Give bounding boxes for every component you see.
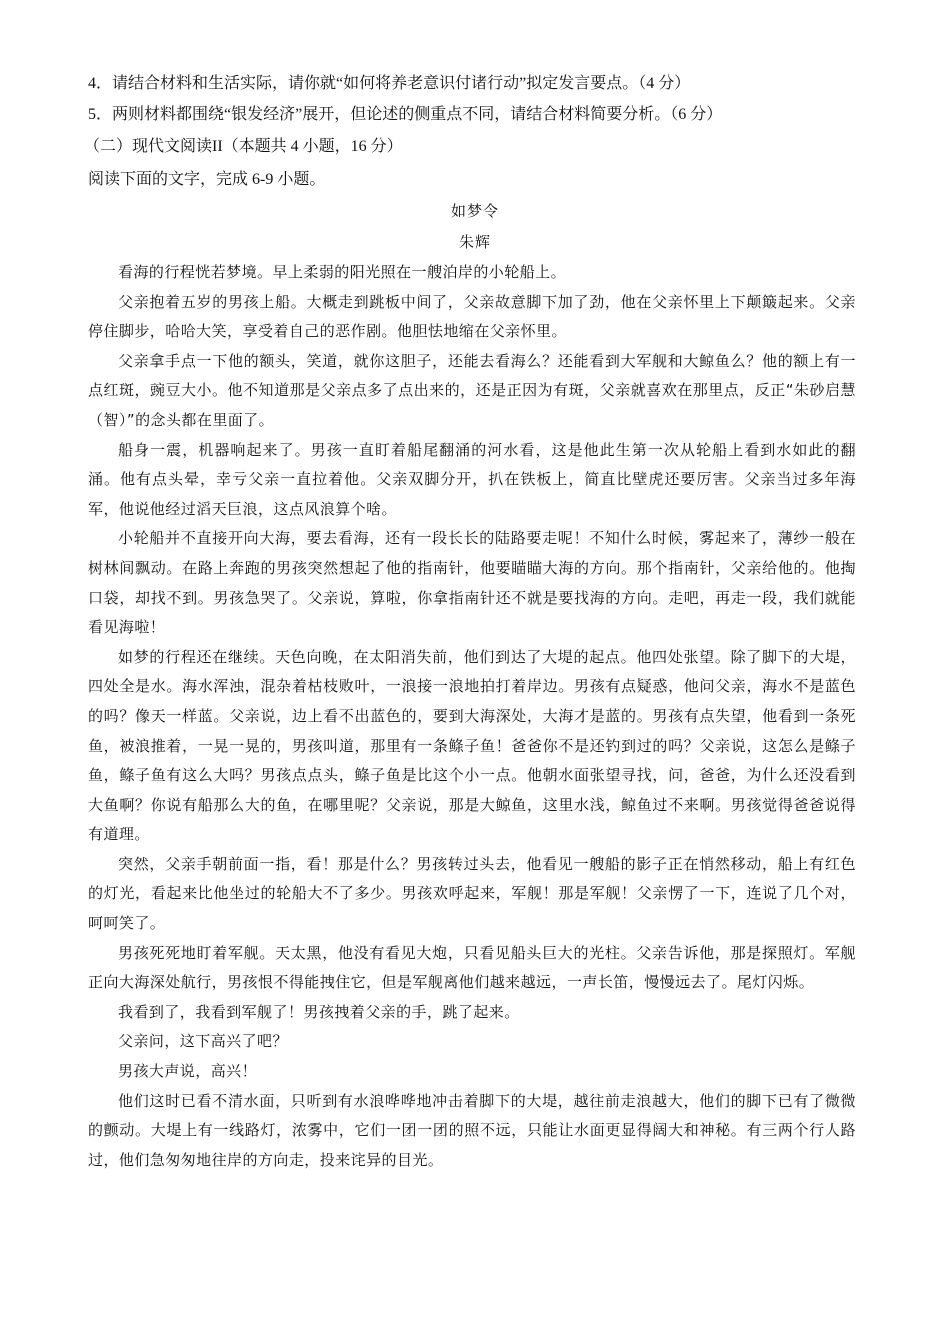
paragraph: 男孩大声说，高兴！: [118, 1062, 258, 1081]
paragraph: 他们这时已看不清水面，只听到有水浪哗哗地冲击着脚下的大堤，越往前走浪越大，他们的脚下已有了微微的颤动。大堤上有一线路灯，浓雾中，它们一团一团的照不远，只能让水面更显得阔大和神秘。有三两个行人路过，他们急匆匆地往岸的方向走，投来诧异的目光。: [88, 1091, 856, 1169]
paragraph: 父亲拿手点一下他的额头，笑道，就你这胆子，还能去看海么？还能看到大军舰和大鲸鱼么？他的额上有一点红斑，豌豆大小。他不知道那是父亲点多了点出来的，还是正因为有斑，父亲就喜欢在那里点，反正“朱砂启慧（智）”的念头都在里面了。: [88, 351, 856, 429]
question-4: 4．请结合材料和生活实际，请你就“如何将养老意识付诸行动”拟定发言要点。（4 分）: [88, 75, 691, 92]
paragraph: 小轮船并不直接开向大海，要去看海，还有一段长长的陆路要走呢！不知什么时候，雾起来了，薄纱一般在树林间飘动。在路上奔跑的男孩突然想起了他的指南针，他要瞄瞄大海的方向。那个指南针，父亲给他的。他掏口袋，却找不到。男孩急哭了。父亲说，算啦，你拿指南针还不就是要找海的方向。走吧，再走一段，我们就能看见海啦！: [88, 529, 856, 637]
paragraph: 父亲问，这下高兴了吧？: [118, 1032, 288, 1051]
article-title: 如梦令: [450, 202, 499, 220]
paragraph: 船身一震，机器响起来了。男孩一直盯着船尾翻涌的河水看，这是他此生第一次从轮船上看到水如此的翻涌。他有点头晕，幸亏父亲一直拉着他。父亲双脚分开，扒在铁板上，简直比壁虎还要厉害。父亲当过多年海军，他说他经过滔天巨浪，这点风浪算个啥。: [88, 440, 856, 518]
paragraph: 看海的行程恍若梦境。早上柔弱的阳光照在一艘泊岸的小轮船上。: [118, 263, 567, 281]
paragraph: 男孩死死地盯着军舰。天太黑，他没有看见大炮，只看见船头巨大的光柱。父亲告诉他，那是探照灯。军舰正向大海深处航行，男孩恨不得能拽住它，但是军舰离他们越来越远，一声长笛，慢慢远去了。尾灯闪烁。: [88, 943, 856, 992]
article-body: [88, 258, 856, 1218]
paragraph: 父亲抱着五岁的男孩上船。大概走到跳板中间了，父亲故意脚下加了劲，他在父亲怀里上下颠簸起来。父亲停住脚步，哈哈大笑，享受着自己的恶作剧。他胆怯地缩在父亲怀里。: [88, 292, 856, 341]
paragraph: 我看到了，我看到军舰了！男孩拽着父亲的手，跳了起来。: [118, 1002, 520, 1021]
paragraph: 突然，父亲手朝前面一指，看！那是什么？男孩转过头去，他看见一艘船的影子正在悄然移动，船上有红色的灯光，看起来比他坐过的轮船大不了多少。男孩欢呼起来，军舰！那是军舰！父亲愣了一下，连说了几个对，呵呵笑了。: [88, 854, 856, 933]
section-heading: （二）现代文阅读II（本题共 4 小题，16 分）: [84, 138, 403, 155]
paragraph: 如梦的行程还在继续。天色向晚，在太阳消失前，他们到达了大堤的起点。他四处张望。除了脚下的大堤，四处全是水。海水浑浊，混杂着枯枝败叶，一浪接一浪地拍打着岸边。男孩有点疑惑，他问父亲，海水不是蓝色的吗？像天一样蓝。父亲说，边上看不出蓝色的，要到大海深处，大海才是蓝的。男孩有点失望，他看到一条死鱼，被浪推着，一晃一晃的，男孩叫道，那里有一条鲦子鱼！爸爸你不是还钓到过的吗？父亲说，这怎么是鲦子鱼，鲦子鱼有这么大吗？男孩点点头，鲦子鱼是比这个小一点。他朝水面张望寻找，问，爸爸，为什么还没看到大鱼啊？你说有船那么大的鱼，在哪里呢？父亲说，那是大鲸鱼，这里水浅，鲸鱼过不来啊。男孩觉得爸爸说得有道理。: [88, 647, 856, 844]
question-5: 5．两则材料都围绕“银发经济”展开，但论述的侧重点不同，请结合材料简要分析。（6 分）: [88, 106, 723, 123]
article-author: 朱辉: [458, 233, 491, 251]
reading-instruction: 阅读下面的文字，完成 6-9 小题。: [88, 171, 326, 188]
